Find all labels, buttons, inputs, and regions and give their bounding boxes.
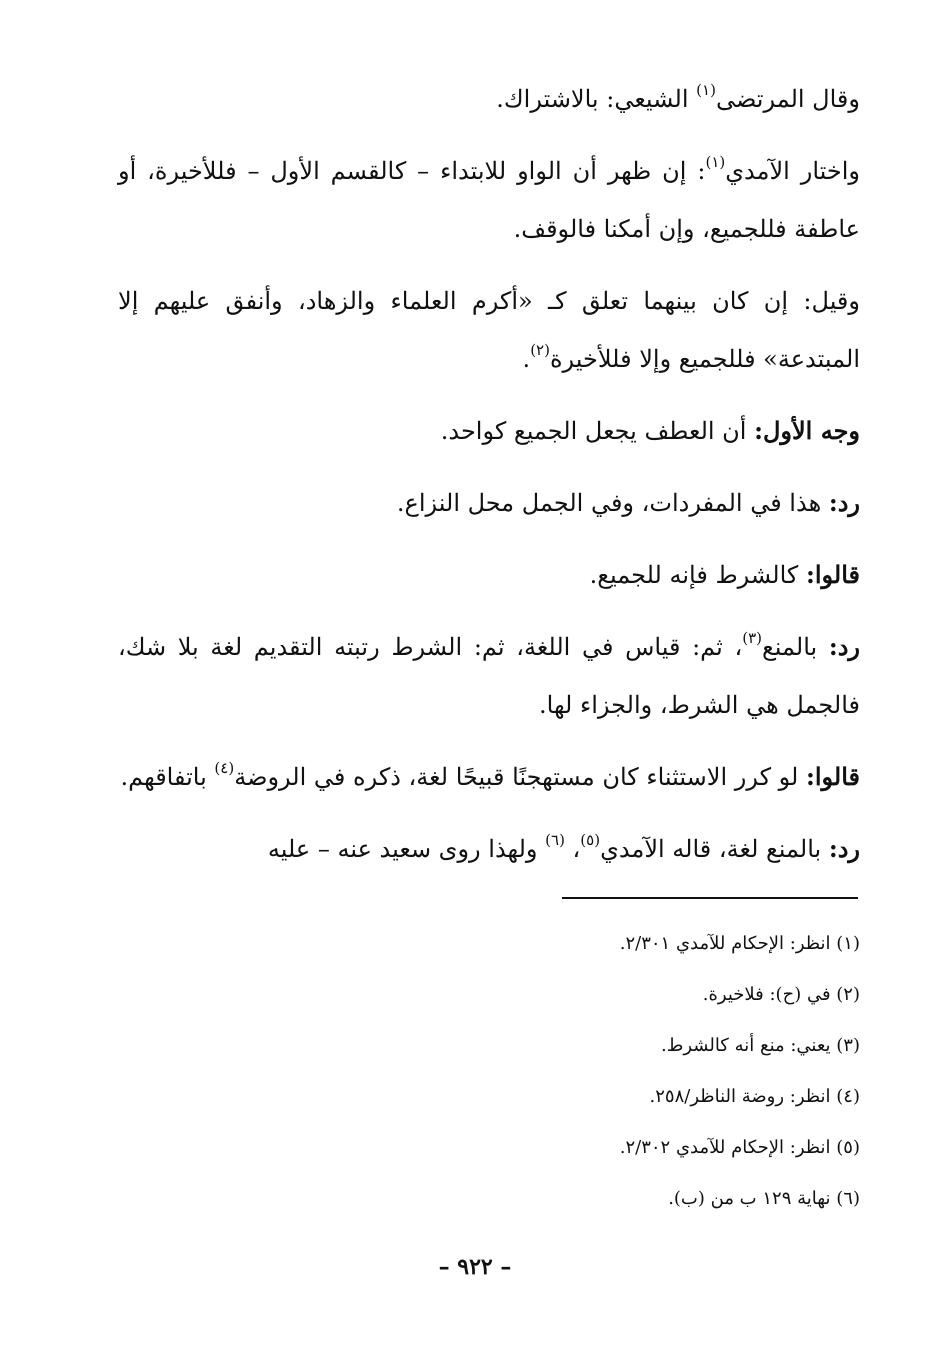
paragraph-text: الشيعي: بالاشتراك. [496, 85, 697, 113]
paragraph-text: ، ثم: قياس في اللغة، ثم: الشرط رتبته التقديم لغة بلا شك، فالجمل هي الشرط، والجزاء لها. [118, 633, 860, 719]
footnote-reference: (٢) [530, 341, 550, 359]
paragraph [118, 820, 860, 878]
paragraph-lead: رد: [828, 488, 860, 517]
paragraph-lead: قالوا: [805, 560, 860, 589]
paragraph-text: . [522, 345, 531, 373]
paragraph-text: لو كرر الاستثناء كان مستهجنًا قبيحًا لغة، ذكره في الروضة [234, 763, 806, 791]
footnote-reference: (٤) [214, 759, 235, 777]
footnote-reference: (٥) [580, 831, 601, 849]
footnote: (٢) في (ح): فلاخيرة. [702, 984, 860, 1005]
paragraph [118, 402, 860, 460]
paragraph-text: وقيل: إن كان بينهما تعلق كـ «أكرم العلماء والزهاد، وأنفق عليهم إلا المبتدعة» فللجميع وإلا فللأخيرة [118, 287, 860, 373]
paragraph-text: بالمنع لغة، قاله الآمدي [600, 835, 829, 863]
paragraph [118, 748, 860, 806]
footnote: (٤) انظر: روضة الناظر/٢٥٨. [649, 1086, 860, 1107]
page-number: – ٩٢٢ – [438, 1254, 512, 1280]
paragraph [118, 142, 860, 258]
footnotes [300, 918, 860, 1224]
paragraph-lead: رد: [828, 834, 860, 863]
main-text [118, 70, 860, 892]
footnote-separator [562, 897, 858, 899]
footnote: (٣) يعني: منع أنه كالشرط. [660, 1035, 860, 1056]
paragraph-lead: وجه الأول: [754, 416, 860, 445]
paragraph-text: : إن ظهر أن الواو للابتداء – كالقسم الأول – فللأخيرة، أو عاطفة فللجميع، وإن أمكنا فالوقف. [118, 157, 860, 243]
paragraph-text: باتفاقهم. [120, 763, 215, 791]
footnote: (٦) نهاية ١٢٩ ب من (ب). [668, 1188, 860, 1209]
paragraph-text: هذا في المفردات، وفي الجمل محل النزاع. [396, 489, 829, 517]
paragraph-text: كالشرط فإنه للجميع. [589, 561, 806, 589]
paragraph [118, 474, 860, 532]
footnote-reference: (١) [705, 153, 726, 171]
paragraph-text: واختار الآمدي [725, 157, 860, 185]
footnote-reference: (١) [696, 81, 716, 99]
paragraph-text: ، [564, 835, 581, 863]
paragraph-lead: رد: [828, 632, 860, 661]
paragraph [118, 70, 860, 128]
paragraph-text: أن العطف يجعل الجميع كواحد. [440, 417, 755, 445]
footnote: (٥) انظر: الإحكام للآمدي ٢/٣٠٢. [619, 1137, 860, 1158]
paragraph [118, 618, 860, 734]
paragraph [118, 546, 860, 604]
paragraph [118, 272, 860, 388]
paragraph-lead: قالوا: [805, 762, 860, 791]
footnote: (١) انظر: الإحكام للآمدي ٢/٣٠١. [619, 933, 860, 954]
footnote-reference: (٣) [742, 629, 762, 647]
paragraph-text: بالمنع [762, 633, 829, 661]
paragraph-text: وقال المرتضى [715, 85, 860, 113]
footnote-reference: (٦) [545, 831, 565, 849]
paragraph-text: ولهذا روى سعيد عنه – عليه [267, 835, 546, 863]
